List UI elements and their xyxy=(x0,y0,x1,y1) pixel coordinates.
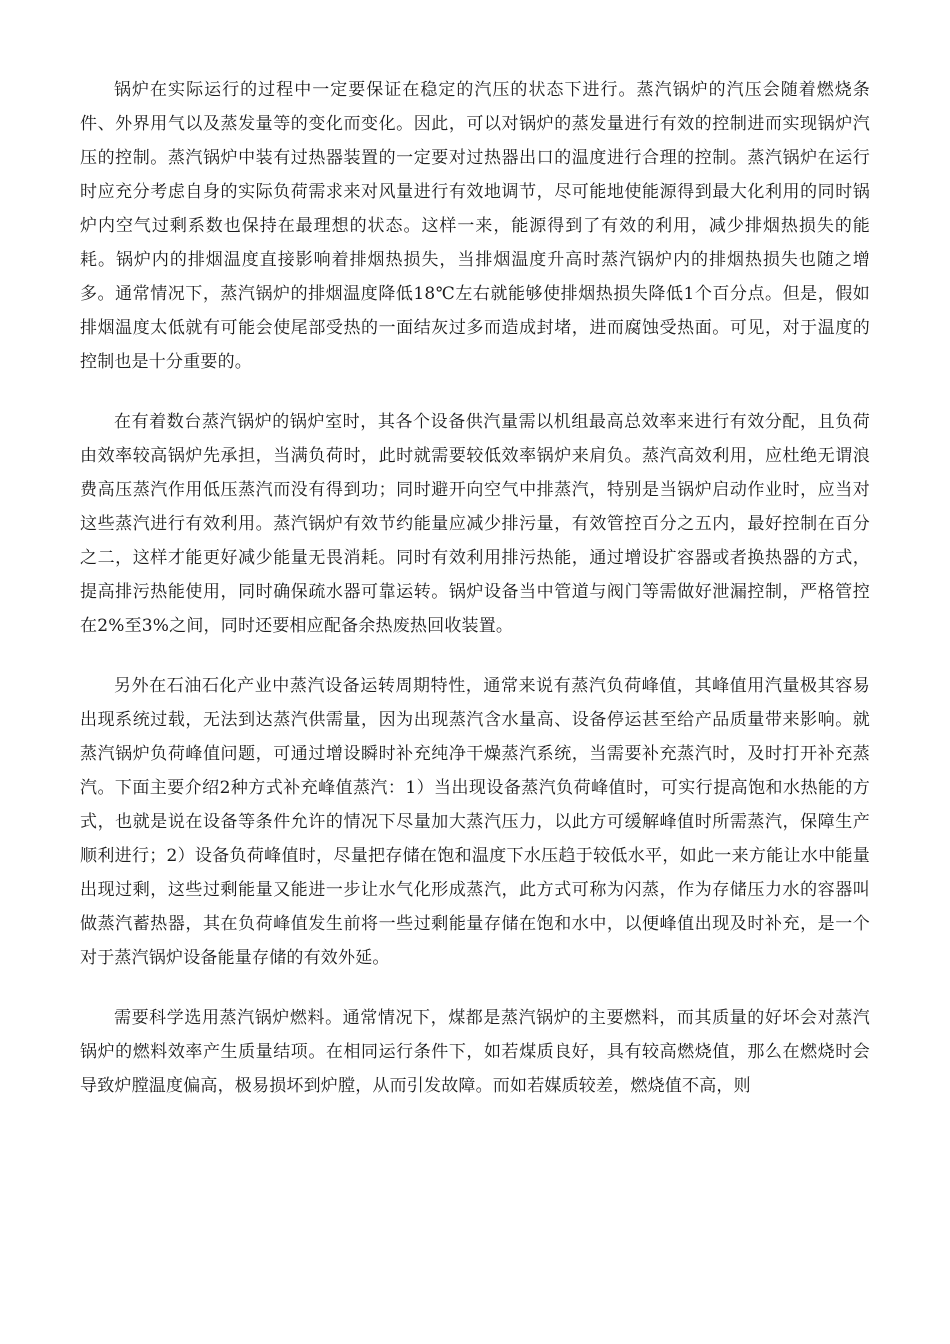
paragraph-steam-pressure-control: 锅炉在实际运行的过程中一定要保证在稳定的汽压的状态下进行。蒸汽锅炉的汽压会随着燃烧条件、外界用气以及蒸发量等的变化而变化。因此，可以对锅炉的蒸发量进行有效的控制进而实现锅炉汽压的控制。蒸汽锅炉中装有过热器装置的一定要对过热器出口的温度进行合理的控制。蒸汽锅炉在运行时应充分考虑自身的实际负荷需求来对风量进行有效地调节，尽可能地使能源得到最大化利用的同时锅炉内空气过剩系数也保持在最理想的状态。这样一来，能源得到了有效的利用，减少排烟热损失的能耗。锅炉内的排烟温度直接影响着排烟热损失，当排烟温度升高时蒸汽锅炉内的排烟热损失也随之增多。通常情况下，蒸汽锅炉的排烟温度降低18℃左右就能够使排烟热损失降低1个百分点。但是，假如排烟温度太低就有可能会使尾部受热的一面结灰过多而造成封堵，进而腐蚀受热面。可见，对于温度的控制也是十分重要的。 xyxy=(80,80,870,372)
paragraph-fuel-selection: 需要科学选用蒸汽锅炉燃料。通常情况下，煤都是蒸汽锅炉的主要燃料，而其质量的好坏会对蒸汽锅炉的燃料效率产生质量结项。在相同运行条件下，如若煤质良好，具有较高燃烧值，那么在燃烧时会导致炉膛温度偏高，极易损坏到炉膛，从而引发故障。而如若媒质较差，燃烧值不高，则 xyxy=(80,1008,870,1096)
paragraph-peak-load-steam: 另外在石油石化产业中蒸汽设备运转周期特性，通常来说有蒸汽负荷峰值，其峰值用汽量极其容易出现系统过载，无法到达蒸汽供需量，因为出现蒸汽含水量高、设备停运甚至给产品质量带来影响。就蒸汽锅炉负荷峰值问题，可通过增设瞬时补充纯净干燥蒸汽系统，当需要补充蒸汽时，及时打开补充蒸汽。下面主要介绍2种方式补充峰值蒸汽：1）当出现设备蒸汽负荷峰值时，可实行提高饱和水热能的方式，也就是说在设备等条件允许的情况下尽量加大蒸汽压力，以此方可缓解峰值时所需蒸汽，保障生产顺利进行；2）设备负荷峰值时，尽量把存储在饱和温度下水压趋于较低水平，如此一来方能让水中能量出现过剩，这些过剩能量又能进一步让水气化形成蒸汽，此方式可称为闪蒸，作为存储压力水的容器叫做蒸汽蓄热器，其在负荷峰值发生前将一些过剩能量存储在饱和水中，以便峰值出现及时补充，是一个对于蒸汽锅炉设备能量存储的有效外延。 xyxy=(80,676,870,968)
document-body xyxy=(80,73,870,1129)
paragraph-multi-boiler-allocation: 在有着数台蒸汽锅炉的锅炉室时，其各个设备供汽量需以机组最高总效率来进行有效分配，且负荷由效率较高锅炉先承担，当满负荷时，此时就需要较低效率锅炉来肩负。蒸汽高效利用，应杜绝无谓浪费高压蒸汽作用低压蒸汽而没有得到功；同时避开向空气中排蒸汽，特别是当锅炉启动作业时，应当对这些蒸汽进行有效利用。蒸汽锅炉有效节约能量应减少排污量，有效管控百分之五内，最好控制在百分之二，这样才能更好减少能量无畏消耗。同时有效利用排污热能，通过增设扩容器或者换热器的方式，提高排污热能使用，同时确保疏水器可靠运转。锅炉设备当中管道与阀门等需做好泄漏控制，严格管控在2%至3%之间，同时还要相应配备余热废热回收装置。 xyxy=(80,412,870,636)
